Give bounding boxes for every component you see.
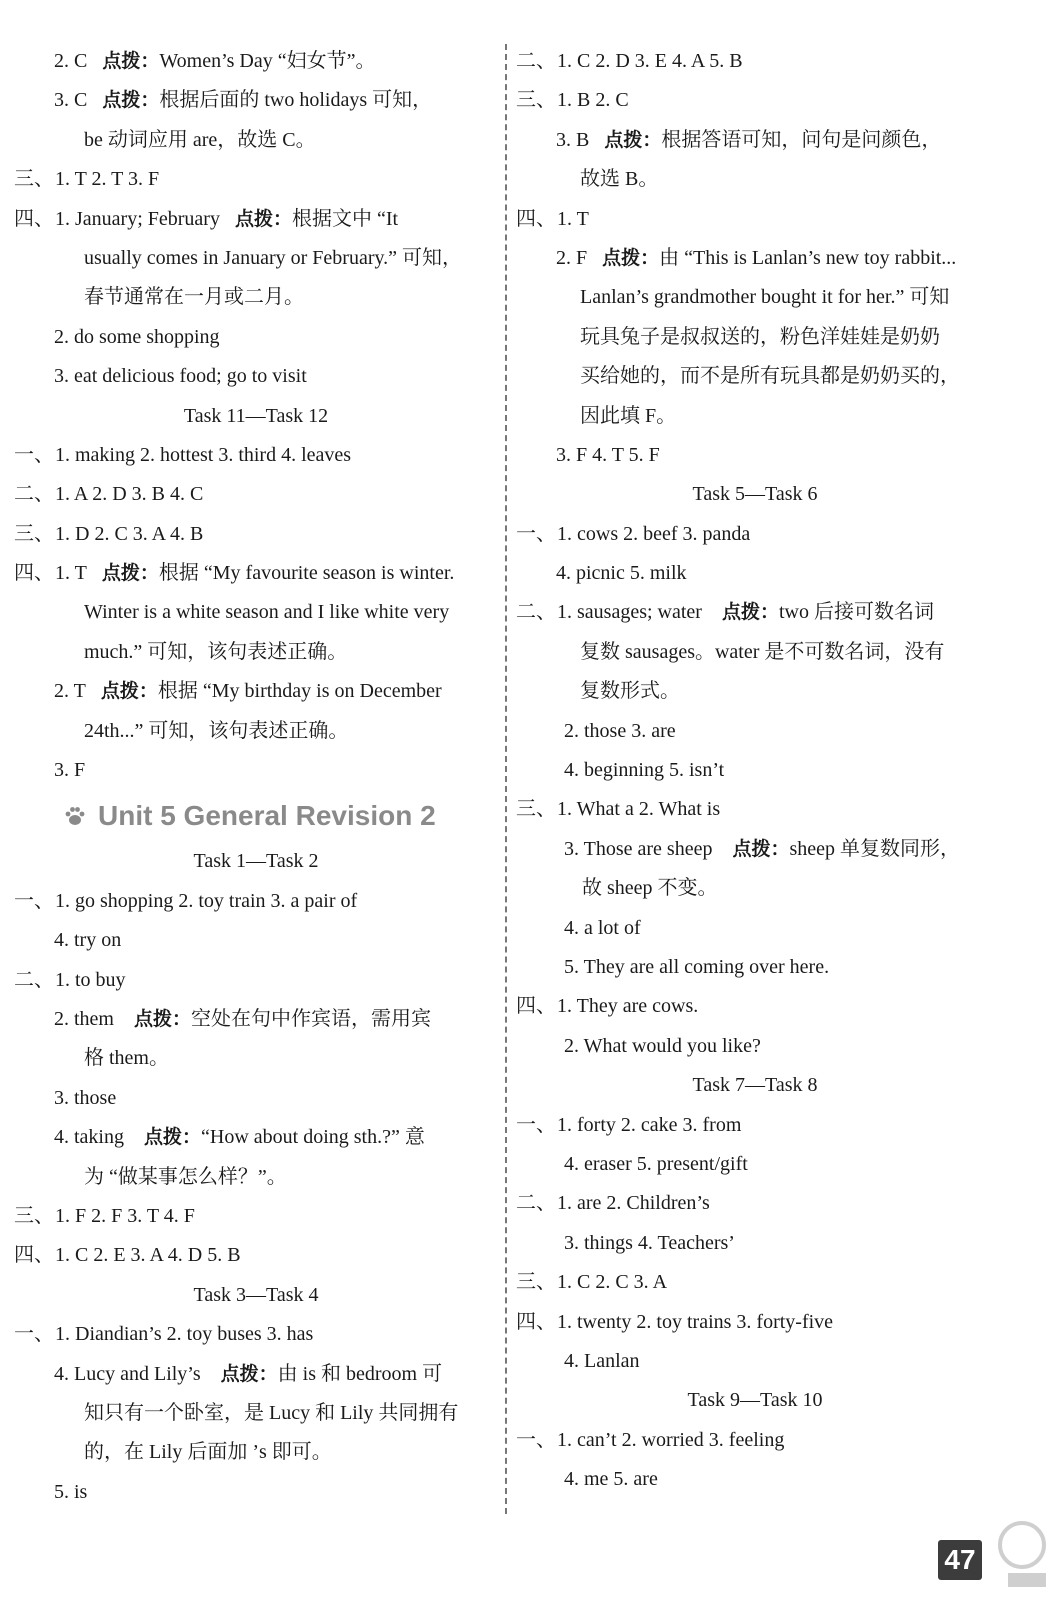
- answer-line: 一、1. making 2. hottest 3. third 4. leaves: [14, 436, 498, 475]
- answer-line: 复数 sausages。water 是不可数名词，没有: [580, 640, 945, 663]
- answer-line: 2. What would you like?: [564, 1034, 761, 1057]
- answer-line: 2. do some shopping: [54, 325, 220, 348]
- column-divider: [505, 44, 507, 1514]
- page-number: 47: [938, 1540, 982, 1580]
- hint-label: 点拨：: [100, 680, 158, 703]
- answer-line: 一、1. Diandian’s 2. toy buses 3. has: [14, 1315, 498, 1354]
- answer-line: 二、1. C 2. D 3. E 4. A 5. B: [516, 42, 994, 81]
- section-label: 二、: [14, 483, 54, 506]
- answer-line: 2. C 点拨：Women’s Day “妇女节”。: [54, 50, 376, 72]
- section-label: 三、: [14, 522, 54, 545]
- hint-label: 点拨：: [721, 601, 779, 624]
- section-label: 二、: [516, 50, 556, 72]
- answer-line: 一、1. can’t 2. worried 3. feeling: [516, 1421, 994, 1460]
- answer-line: 四、1. T 点拨：根据 “My favourite season is winter.: [14, 554, 498, 593]
- left-column: [14, 42, 498, 1512]
- answer-line: 3. Those are sheep 点拨：sheep 单复数同形，: [564, 837, 961, 860]
- answer-line: 3. those: [54, 1086, 117, 1109]
- answer-line: 故选 B。: [580, 168, 659, 191]
- answer-line: 3. B 点拨：根据答语可知，问句是问颜色，: [556, 128, 942, 151]
- answer-line: be 动词应用 are，故选 C。: [84, 128, 316, 151]
- answer-line: 5. is: [54, 1480, 88, 1503]
- unit-title: Unit 5 General Revision 2: [14, 790, 498, 842]
- task-heading: Task 11—Task 12: [183, 404, 329, 427]
- answer-line: 四、1. They are cows.: [516, 987, 994, 1026]
- answer-line: 故 sheep 不变。: [582, 877, 718, 900]
- section-label: 二、: [516, 601, 556, 624]
- answer-line: 二、1. A 2. D 3. B 4. C: [14, 475, 498, 514]
- section-label: 一、: [516, 1113, 556, 1136]
- answer-line: 三、1. D 2. C 3. A 4. B: [14, 515, 498, 554]
- hint-label: 点拨：: [732, 837, 790, 860]
- answer-line: 4. me 5. are: [564, 1468, 658, 1491]
- section-label: 一、: [516, 522, 556, 545]
- section-label: 三、: [14, 168, 54, 191]
- answer-line: 知只有一个卧室，是 Lucy 和 Lily 共同拥有: [84, 1401, 459, 1424]
- answer-line: 3. eat delicious food; go to visit: [54, 365, 307, 388]
- answer-line: Winter is a white season and I like white very: [84, 601, 450, 624]
- section-label: 三、: [516, 798, 556, 821]
- answer-line: usually comes in January or February.” 可知，: [84, 246, 463, 269]
- hint-label: 点拨：: [134, 1007, 192, 1030]
- section-label: 四、: [516, 995, 556, 1018]
- answer-line: 4. Lucy and Lily’s 点拨：由 is 和 bedroom 可: [54, 1362, 443, 1385]
- right-column: [516, 42, 994, 1499]
- answer-line: 买给她的，而不是所有玩具都是奶奶买的，: [580, 365, 960, 388]
- answer-line: 三、1. T 2. T 3. F: [14, 160, 498, 199]
- answer-line: 二、1. are 2. Children’s: [516, 1184, 994, 1223]
- answer-line: 4. Lanlan: [564, 1349, 640, 1372]
- answer-line: 复数形式。: [580, 680, 680, 703]
- answer-line: 24th...” 可知，该句表述正确。: [84, 719, 349, 742]
- answer-line: 为 “做某事怎么样？”。: [84, 1165, 287, 1188]
- answer-line: 4. a lot of: [564, 916, 641, 939]
- answer-line: 格 them。: [84, 1047, 169, 1070]
- section-label: 三、: [516, 89, 556, 112]
- hint-label: 点拨：: [602, 246, 660, 269]
- answer-line: 2. those 3. are: [564, 719, 676, 742]
- answer-line: 的，在 Lily 后面加 ’s 即可。: [84, 1441, 332, 1464]
- watermark-logo: [990, 1515, 1050, 1595]
- section-label: 四、: [14, 207, 54, 230]
- section-label: 四、: [14, 562, 54, 585]
- answer-line: 二、1. to buy: [14, 961, 498, 1000]
- section-label: 四、: [516, 207, 556, 230]
- section-label: 一、: [14, 1323, 54, 1346]
- answer-line: 5. They are all coming over here.: [564, 955, 830, 978]
- section-label: 二、: [516, 1192, 556, 1215]
- task-heading: Task 1—Task 2: [193, 850, 319, 873]
- hint-label: 点拨：: [144, 1126, 202, 1149]
- answer-line: 因此填 F。: [580, 404, 677, 427]
- hint-label: 点拨：: [101, 562, 159, 585]
- section-label: 二、: [14, 968, 54, 991]
- answer-line: 玩具兔子是叔叔送的，粉色洋娃娃是奶奶: [580, 325, 940, 348]
- section-label: 三、: [516, 1271, 556, 1294]
- answer-line: 四、1. T: [516, 200, 994, 239]
- answer-line: 一、1. forty 2. cake 3. from: [516, 1106, 994, 1145]
- answer-line: 一、1. go shopping 2. toy train 3. a pair of: [14, 882, 498, 921]
- answer-line: 三、1. B 2. C: [516, 81, 994, 120]
- task-heading: Task 5—Task 6: [692, 483, 818, 506]
- section-label: 一、: [516, 1428, 556, 1451]
- task-heading: Task 3—Task 4: [193, 1283, 319, 1306]
- answer-line: 三、1. What a 2. What is: [516, 790, 994, 829]
- answer-line: 四、1. January; February 点拨：根据文中 “It: [14, 200, 498, 239]
- answer-line: 三、1. F 2. F 3. T 4. F: [14, 1197, 498, 1236]
- hint-label: 点拨：: [604, 128, 662, 151]
- answer-line: 3. F: [54, 759, 86, 782]
- hint-label: 点拨：: [220, 1362, 278, 1385]
- section-label: 三、: [14, 1204, 54, 1227]
- answer-line: 3. F 4. T 5. F: [556, 443, 660, 466]
- task-heading: Task 7—Task 8: [692, 1074, 818, 1097]
- hint-label: 点拨：: [102, 50, 160, 72]
- answer-line: 四、1. C 2. E 3. A 4. D 5. B: [14, 1236, 498, 1275]
- hint-label: 点拨：: [234, 207, 292, 230]
- answer-line: 2. F 点拨：由 “This is Lanlan’s new toy rabbit...: [556, 246, 957, 269]
- answer-line: 4. taking 点拨：“How about doing sth.?” 意: [54, 1126, 425, 1149]
- answer-line: 2. T 点拨：根据 “My birthday is on December: [54, 680, 442, 703]
- answer-line: 四、1. twenty 2. toy trains 3. forty-five: [516, 1303, 994, 1342]
- section-label: 一、: [14, 443, 54, 466]
- answer-line: 三、1. C 2. C 3. A: [516, 1263, 994, 1302]
- task-heading: Task 9—Task 10: [687, 1389, 823, 1412]
- answer-line: Lanlan’s grandmother bought it for her.” 可知: [580, 286, 950, 309]
- answer-line: 春节通常在一月或二月。: [84, 286, 304, 309]
- answer-line: 4. eraser 5. present/gift: [564, 1152, 748, 1175]
- answer-line: 2. them 点拨：空处在句中作宾语，需用宾: [54, 1007, 432, 1030]
- paw-icon: [64, 805, 86, 827]
- section-label: 一、: [14, 889, 54, 912]
- answer-line: 3. C 点拨：根据后面的 two holidays 可知，: [54, 89, 433, 112]
- answer-line: 4. beginning 5. isn’t: [564, 759, 725, 782]
- answer-line: 3. things 4. Teachers’: [564, 1231, 735, 1254]
- answer-line: 4. try on: [54, 929, 122, 952]
- answer-line: 二、1. sausages; water 点拨：two 后接可数名词: [516, 593, 994, 632]
- answer-line: 一、1. cows 2. beef 3. panda: [516, 515, 994, 554]
- hint-label: 点拨：: [102, 89, 160, 112]
- section-label: 四、: [516, 1310, 556, 1333]
- section-label: 四、: [14, 1244, 54, 1267]
- answer-line: much.” 可知，该句表述正确。: [84, 640, 348, 663]
- answer-line: 4. picnic 5. milk: [556, 562, 687, 585]
